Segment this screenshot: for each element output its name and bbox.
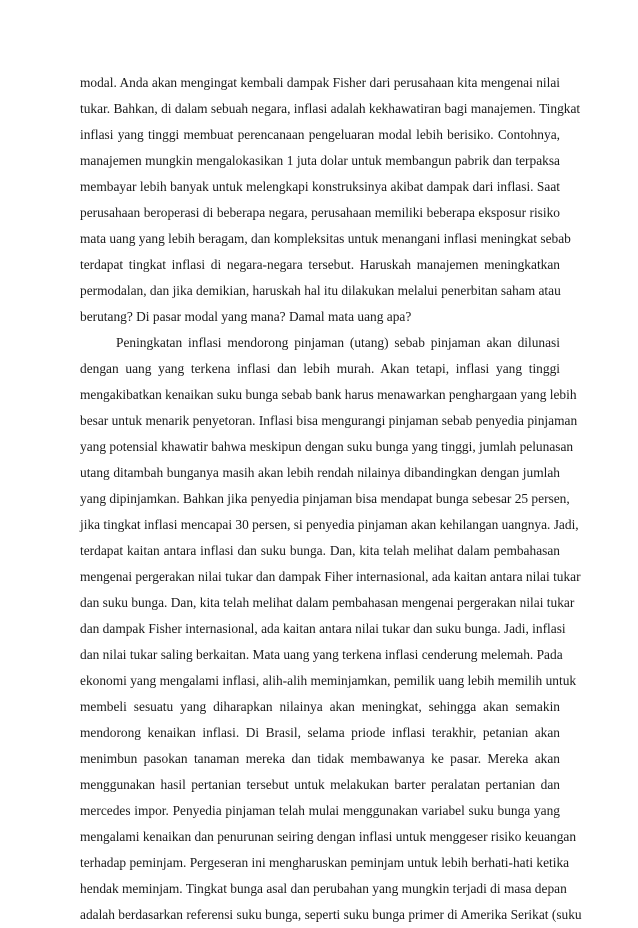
- text-line: manajemen mungkin mengalokasikan 1 juta dolar untuk membangun pabrik dan terpaksa: [80, 153, 560, 168]
- text-line: membayar lebih banyak untuk melengkapi konstruksinya akibat dampak dari inflasi. Saat: [80, 179, 560, 194]
- text-line: Peningkatan inflasi mendorong pinjaman (utang) sebab pinjaman akan dilunasi: [116, 335, 560, 350]
- text-line: terdapat tingkat inflasi di negara-negara tersebut. Haruskah manajemen meningkatkan: [80, 257, 560, 272]
- text-line: hendak meminjam. Tingkat bunga asal dan perubahan yang mungkin terjadi di masa depan: [80, 881, 567, 896]
- text-line: dengan uang yang terkena inflasi dan lebih murah. Akan tetapi, inflasi yang tinggi: [80, 361, 560, 376]
- text-line: jika tingkat inflasi mencapai 30 persen, si penyedia pinjaman akan kehilangan uangnya. Jadi,: [80, 517, 579, 532]
- text-line: mendorong kenaikan inflasi. Di Brasil, selama priode inflasi terakhir, petanian akan: [80, 725, 560, 740]
- text-line: membeli sesuatu yang diharapkan nilainya akan meningkat, sehingga akan semakin: [80, 699, 560, 714]
- text-line: dan nilai tukar saling berkaitan. Mata uang yang terkena inflasi cenderung melemah. Pada: [80, 647, 563, 662]
- text-line: modal. Anda akan mengingat kembali dampak Fisher dari perusahaan kita mengenai nilai: [80, 75, 560, 90]
- text-line: mengenai pergerakan nilai tukar dan dampak Fiher internasional, ada kaitan antara nilai tukar: [80, 569, 581, 584]
- text-line: mercedes impor. Penyedia pinjaman telah mulai menggunakan variabel suku bunga yang: [80, 803, 560, 818]
- text-line: terdapat kaitan antara inflasi dan suku bunga. Dan, kita telah melihat dalam pembahasan: [80, 543, 560, 558]
- text-line: mata uang yang lebih beragam, dan kompleksitas untuk menangani inflasi meningkat sebab: [80, 231, 571, 246]
- text-line: inflasi yang tinggi membuat perencanaan pengeluaran modal lebih berisiko. Contohnya,: [80, 127, 560, 142]
- text-line: berutang? Di pasar modal yang mana? Damal mata uang apa?: [80, 309, 412, 324]
- text-line: besar untuk menarik penyetoran. Inflasi bisa mengurangi pinjaman sebab penyedia pinjaman: [80, 413, 578, 428]
- text-line: menimbun pasokan tanaman mereka dan tidak membawanya ke pasar. Mereka akan: [80, 751, 560, 766]
- text-line: permodalan, dan jika demikian, haruskah hal itu dilakukan melalui penerbitan saham atau: [80, 283, 561, 298]
- paragraph-2: [80, 330, 582, 928]
- paragraph-1: [80, 70, 581, 330]
- text-line: menggunakan hasil pertanian tersebut untuk melakukan barter peralatan pertanian dan: [80, 777, 560, 792]
- text-line: perusahaan beroperasi di beberapa negara, perusahaan memiliki beberapa eksposur risiko: [80, 205, 560, 220]
- text-line: dan dampak Fisher internasional, ada kaitan antara nilai tukar dan suku bunga. Jadi, inflasi: [80, 621, 566, 636]
- text-line: tukar. Bahkan, di dalam sebuah negara, inflasi adalah kekhawatiran bagi manajemen. Tingkat: [80, 101, 581, 116]
- text-line: yang dipinjamkan. Bahkan jika penyedia pinjaman bisa mendapat bunga sebesar 25 persen,: [80, 491, 570, 506]
- text-line: mengalami kenaikan dan penurunan seiring dengan inflasi untuk menggeser risiko keuangan: [80, 829, 577, 844]
- text-line: ekonomi yang mengalami inflasi, alih-alih meminjamkan, pemilik uang lebih memilih untuk: [80, 673, 577, 688]
- text-line: dan suku bunga. Dan, kita telah melihat dalam pembahasan mengenai pergerakan nilai tukar: [80, 595, 575, 610]
- text-line: adalah berdasarkan referensi suku bunga, seperti suku bunga primer di Amerika Serikat (suku: [80, 907, 582, 922]
- text-line: mengakibatkan kenaikan suku bunga sebab bank harus menawarkan penghargaan yang lebih: [80, 387, 577, 402]
- text-line: terhadap peminjam. Pergeseran ini mengharuskan peminjam untuk lebih berhati-hati ketika: [80, 855, 570, 870]
- text-line: utang ditambah bunganya masih akan lebih rendah nilainya dibandingkan dengan jumlah: [80, 465, 560, 480]
- text-line: yang potensial khawatir bahwa meskipun dengan suku bunga yang tinggi, jumlah pelunasan: [80, 439, 574, 454]
- body-text: [80, 70, 582, 928]
